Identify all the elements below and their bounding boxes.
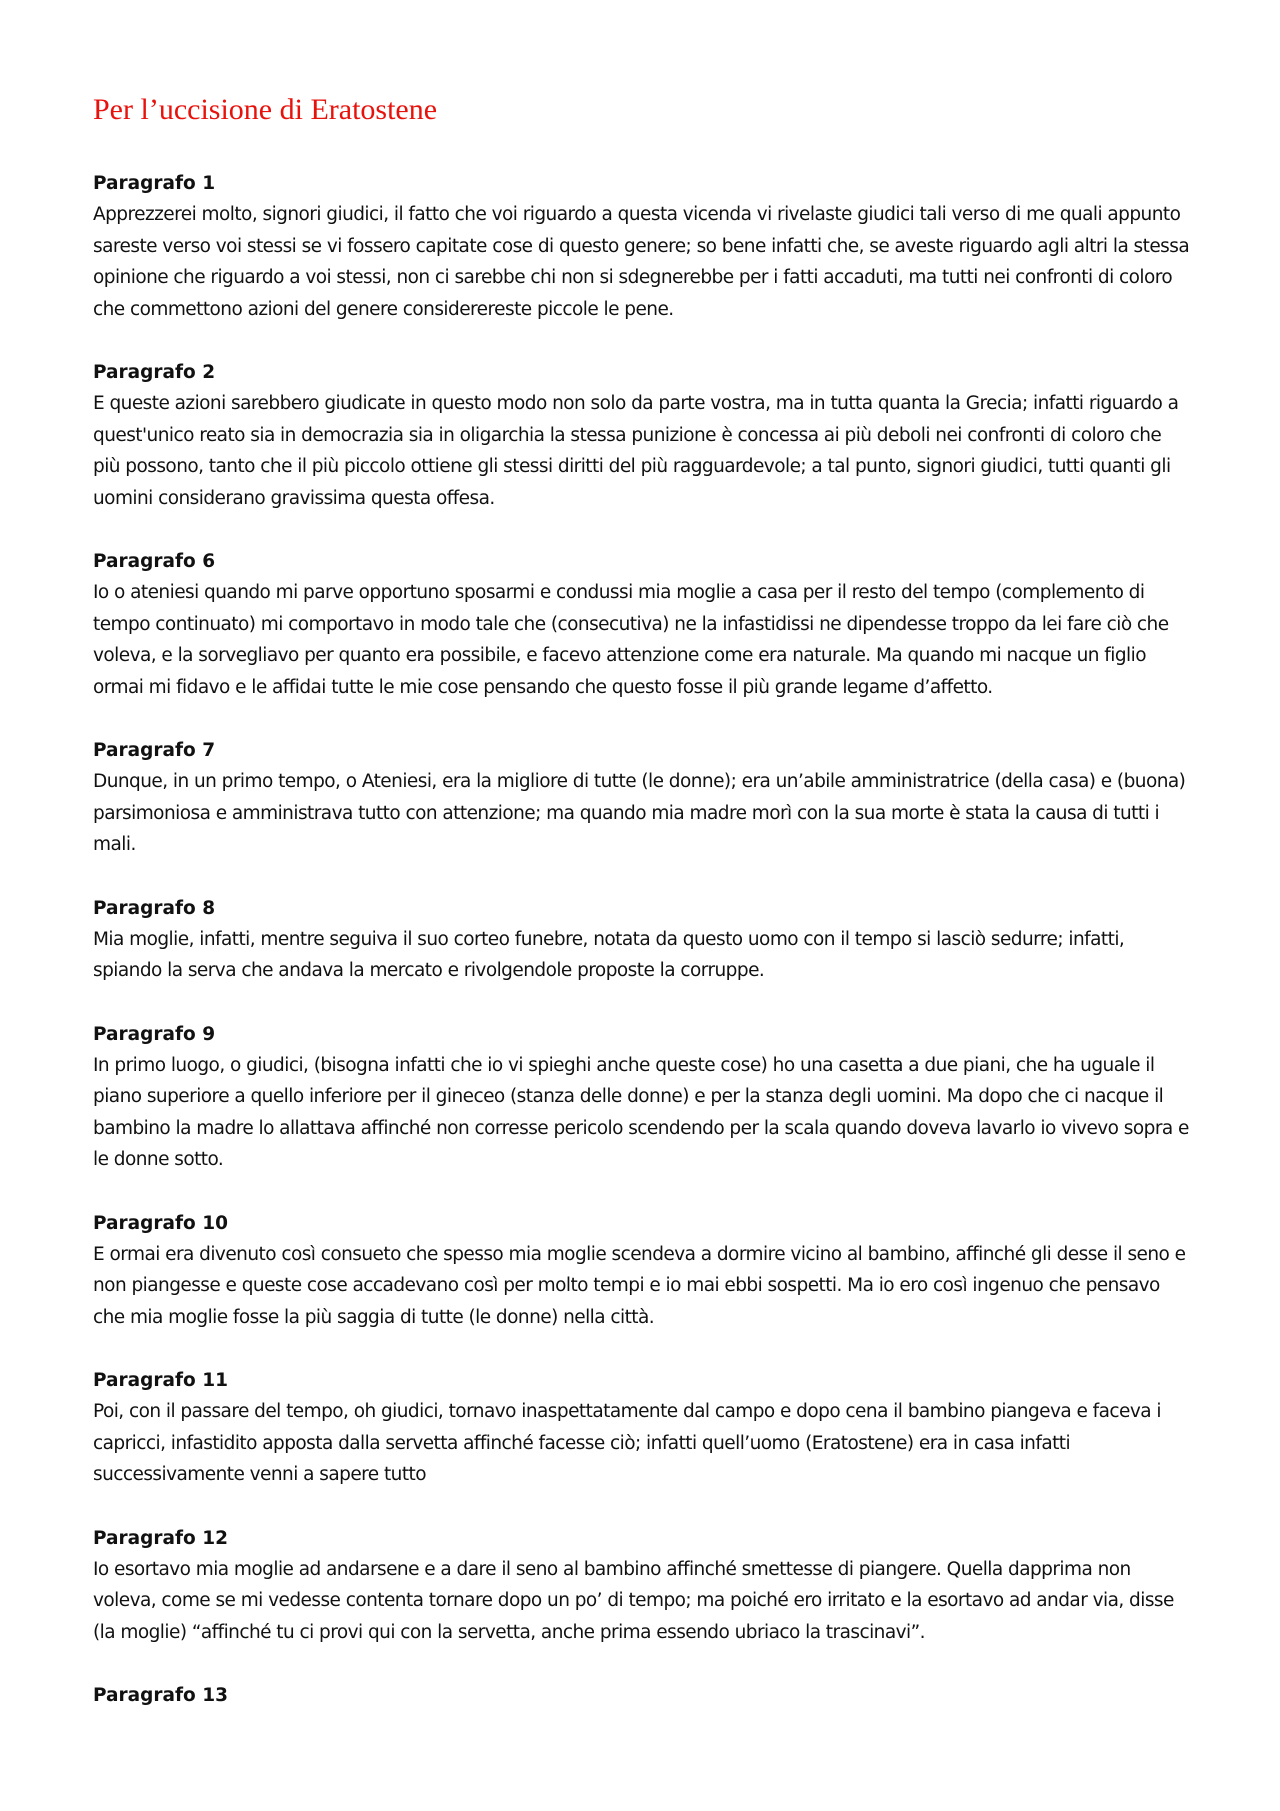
section-text: Io esortavo mia moglie ad andarsene e a dare il seno al bambino affinché smettesse di piangere. Quella dapprima non voleva, come se mi vedesse contenta tornare dopo un po’ di tempo; ma poiché ero irritato e la esortavo ad andar via, disse (la moglie) “affinché tu ci provi qui con la servetta, anche prima essendo ubriaco la trascinavi”. (93, 1558, 1174, 1643)
section-heading: Paragrafo 7 (93, 740, 216, 761)
section-heading: Paragrafo 6 (93, 551, 216, 572)
section-heading: Paragrafo 8 (93, 897, 216, 919)
document-title: Per l’uccisione di Eratostene (93, 93, 438, 126)
section-heading: Paragrafo 9 (93, 1023, 216, 1045)
section-text: Poi, con il passare del tempo, oh giudici, tornavo inaspettatamente dal campo e dopo cena il bambino piangeva e faceva i capricci, infastidito apposta dalla servetta affinché facesse ciò; infatti quell’uomo (Eratostene) era in casa infatti successivamente venni a sapere tutto (93, 1401, 1161, 1485)
section-text: E ormai era divenuto così consueto che spesso mia moglie scendeva a dormire vicino al bambino, affinché gli desse il seno e non piangesse e queste cose accadevano così per molto tempi e io mai ebbi sospetti. Ma io ero così ingenuo che pensavo che mia moglie fosse la più saggia di tutte (le donne) nella città. (93, 1243, 1186, 1328)
section-text: Mia moglie, infatti, mentre seguiva il suo corteo funebre, notata da questo uomo con il tempo si lasciò sedurre; infatti, spiando la serva che andava la mercato e rivolgendole proposte la corruppe. (93, 928, 1125, 981)
section-paragrafo-8 (93, 893, 1193, 987)
section-heading: Paragrafo 12 (93, 1527, 228, 1549)
section-text: Apprezzerei molto, signori giudici, il fatto che voi riguardo a questa vicenda vi rivelaste giudici tali verso di me quali appunto sareste verso voi stessi se vi fossero capitate cose di questo genere; so bene infatti che, se aveste riguardo agli altri la stessa opinione che riguardo a voi stessi, non ci sarebbe chi non si sdegnerebbe per i fatti accaduti, ma tutti nei confronti di coloro che commettono azioni del genere considerereste piccole le pene. (93, 204, 1190, 320)
section-paragrafo-6 (93, 546, 1193, 703)
section-paragrafo-9 (93, 1019, 1193, 1176)
section-paragrafo-2 (93, 357, 1193, 514)
section-paragrafo-7 (93, 735, 1193, 861)
section-text: Io o ateniesi quando mi parve opportuno sposarmi e condussi mia moglie a casa per il resto del tempo (complemento di tempo continuato) mi comportavo in modo tale che (consecutiva) ne la infastidissi ne dipendesse troppo da lei fare ciò che voleva, e la sorvegliavo per quanto era possibile, e facevo attenzione come era naturale. Ma quando mi nacque un figlio ormai mi fidavo e le affidai tutte le mie cose pensando che questo fosse il più grande legame d’affetto. (93, 582, 1169, 698)
section-heading: Paragrafo 1 (93, 173, 216, 194)
section-heading: Paragrafo 13 (93, 1685, 228, 1706)
section-text: Dunque, in un primo tempo, o Ateniesi, era la migliore di tutte (le donne); era un’abile amministratrice (della casa) e (buona) parsimoniosa e amministrava tutto con attenzione; ma quando mia madre morì con la sua morte è stata la causa di tutti i mali. (93, 771, 1186, 855)
section-paragrafo-1 (93, 168, 1193, 325)
section-paragrafo-12 (93, 1523, 1193, 1649)
document-content (93, 90, 1193, 1743)
section-text: In primo luogo, o giudici, (bisogna infatti che io vi spieghi anche queste cose) ho una casetta a due piani, che ha uguale il piano superiore a quello inferiore per il gineceo (stanza delle donne) e per la stanza degli uomini. Ma dopo che ci nacque il bambino la madre lo allattava affinché non corresse pericolo scendendo per la scala quando doveva lavarlo io vivevo sopra e le donne sotto. (93, 1054, 1189, 1170)
section-paragrafo-11 (93, 1365, 1193, 1491)
section-heading: Paragrafo 2 (93, 362, 216, 383)
section-paragrafo-10 (93, 1208, 1193, 1334)
section-heading: Paragrafo 11 (93, 1370, 228, 1391)
section-heading: Paragrafo 10 (93, 1212, 228, 1234)
section-text: E queste azioni sarebbero giudicate in questo modo non solo da parte vostra, ma in tutta quanta la Grecia; infatti riguardo a quest'unico reato sia in democrazia sia in oligarchia la stessa punizione è concessa ai più deboli nei confronti di coloro che più possono, tanto che il più piccolo ottiene gli stessi diritti del più ragguardevole; a tal punto, signori giudici, tutti quanti gli uomini considerano gravissima questa offesa. (93, 393, 1179, 509)
section-paragrafo-13 (93, 1680, 1193, 1711)
